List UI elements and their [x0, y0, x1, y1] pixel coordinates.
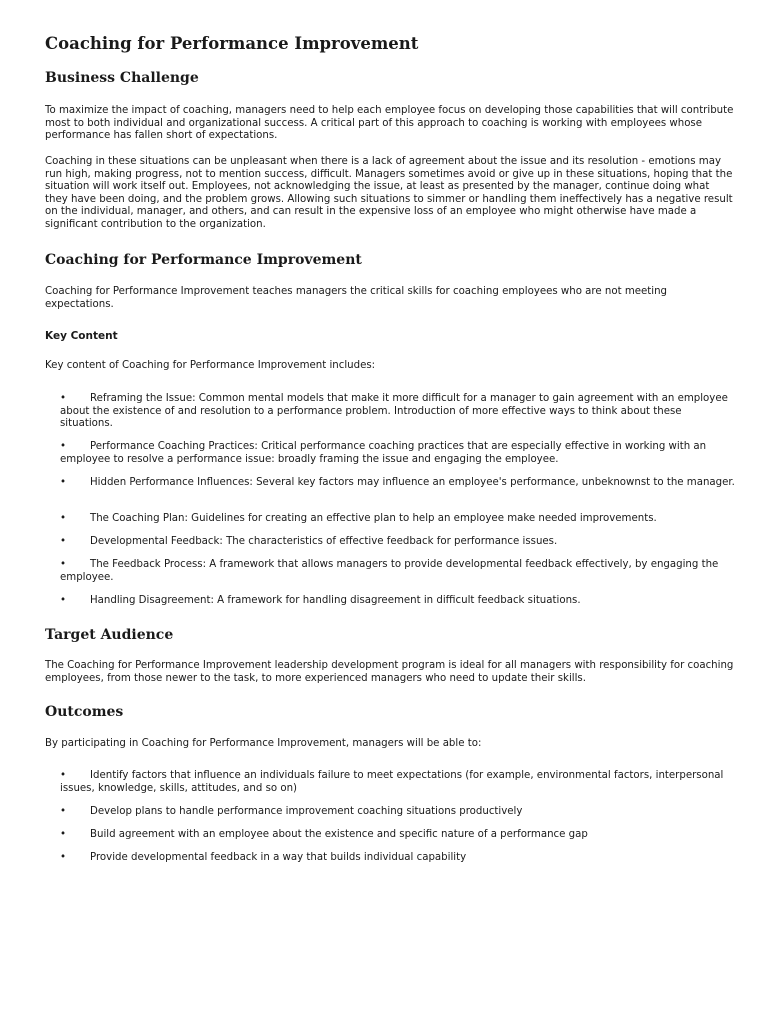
- outcome-item-text: Build agreement with an employee about the existence and specific nature of a performance gap: [90, 829, 588, 840]
- business-challenge-heading: Business Challenge: [45, 70, 199, 86]
- key-content-item: [60, 595, 735, 608]
- program-paragraph-1: Coaching for Performance Improvement teaches managers the critical skills for coaching employees who are not meeting expectations.: [45, 286, 668, 310]
- target-audience-heading: Target Audience: [45, 627, 174, 643]
- bullet-icon: •: [60, 536, 67, 547]
- business-challenge-paragraph-2: Coaching in these situations can be unpleasant when there is a lack of agreement about the issue and its resolution - emotions may run high, making progress, not to mention success, difficult. Managers sometimes avoid or give up in these situations, hoping that the situation will work itself out. Employees, not acknowledging the issue, at least as presented by the manager, continue doing what they have been doing, and the problem grows. Allowing such situations to simmer or handling them ineffectively has a negative result on the individual, manager, and others, and can result in the expensive loss of an employee who might otherwise have made a significant contribution to the organization.: [45, 156, 733, 230]
- key-content-item-text: Handling Disagreement: A framework for handling disagreement in difficult feedback situations.: [90, 595, 581, 606]
- key-content-item-text: Hidden Performance Influences: Several key factors may influence an employee's performance, unbeknownst to the manager.: [90, 477, 735, 488]
- bullet-icon: •: [60, 852, 67, 863]
- bullet-icon: •: [60, 806, 67, 817]
- key-content-heading: Key Content: [45, 330, 118, 342]
- outcomes-heading: Outcomes: [45, 704, 124, 720]
- bullet-icon: •: [60, 559, 67, 570]
- key-content-item: [60, 393, 735, 431]
- key-content-item-text: The Feedback Process: A framework that allows managers to provide developmental feedback effectively, by engaging the employee.: [60, 559, 719, 583]
- outcomes-intro: By participating in Coaching for Performance Improvement, managers will be able to:: [45, 738, 482, 749]
- key-content-item: [60, 536, 735, 549]
- key-content-item-text: The Coaching Plan: Guidelines for creating an effective plan to help an employee make needed improvements.: [90, 513, 657, 524]
- bullet-icon: •: [60, 829, 67, 840]
- key-content-item-text: Performance Coaching Practices: Critical performance coaching practices that are especially effective in working with an employee to resolve a performance issue: broadly framing the issue and engaging the employee.: [60, 441, 707, 465]
- bullet-icon: •: [60, 595, 67, 606]
- key-content-item: [60, 559, 735, 584]
- outcome-item: [60, 806, 735, 819]
- key-content-item: [60, 441, 735, 466]
- target-audience-paragraph: The Coaching for Performance Improvement leadership development program is ideal for all managers with responsibility for coaching employees, from those newer to the task, to more experienced managers who need to update their skills.: [45, 660, 734, 684]
- bullet-icon: •: [60, 513, 67, 524]
- bullet-icon: •: [60, 477, 67, 488]
- key-content-item: [60, 477, 735, 490]
- outcome-item-text: Develop plans to handle performance improvement coaching situations productively: [90, 806, 523, 817]
- program-heading: Coaching for Performance Improvement: [45, 252, 362, 268]
- outcome-item: [60, 829, 735, 842]
- bullet-icon: •: [60, 441, 67, 452]
- business-challenge-paragraph-1: To maximize the impact of coaching, managers need to help each employee focus on developing those capabilities that will contribute most to both individual and organizational success. A critical part of this approach to coaching is working with employees whose performance has fallen short of expectations.: [45, 105, 734, 142]
- outcome-item-text: Identify factors that influence an individuals failure to meet expectations (for example, environmental factors, interpersonal issues, knowledge, skills, attitudes, and so on): [60, 770, 724, 794]
- bullet-icon: •: [60, 770, 67, 781]
- key-content-intro: Key content of Coaching for Performance Improvement includes:: [45, 360, 376, 371]
- page-title: Coaching for Performance Improvement: [45, 34, 419, 53]
- key-content-item-text: Reframing the Issue: Common mental models that make it more difficult for a manager to gain agreement with an employee about the existence of and resolution to a performance problem. Introduction of more effective ways to think about these situations.: [60, 393, 728, 430]
- bullet-icon: •: [60, 393, 67, 404]
- outcome-item-text: Provide developmental feedback in a way that builds individual capability: [90, 852, 467, 863]
- outcome-item: [60, 770, 735, 795]
- outcome-item: [60, 852, 735, 865]
- key-content-item: [60, 513, 735, 526]
- key-content-item-text: Developmental Feedback: The characteristics of effective feedback for performance issues.: [90, 536, 558, 547]
